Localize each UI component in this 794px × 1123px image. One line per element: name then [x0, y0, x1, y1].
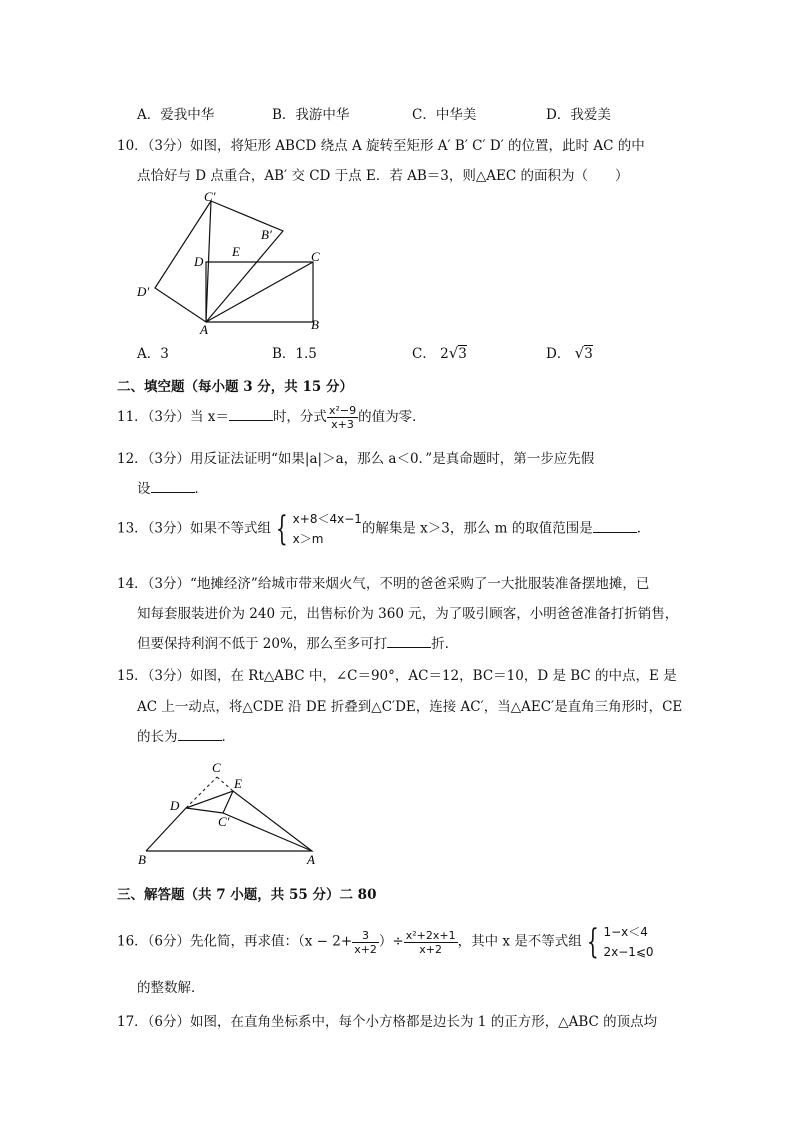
q15-label-e: E	[234, 776, 242, 791]
q16-system: 1−x＜4 2x−1⩽0	[603, 925, 654, 959]
q14-line3: 但要保持利润不低于 20%，那么至多可打 折．	[137, 636, 459, 652]
q10-line2: 点恰好与 D 点重合，AB′ 交 CD 于点 E．若 AB＝3，则△AEC 的面积为（ ）	[137, 168, 629, 184]
q10-option-b: B．1.5	[272, 346, 317, 362]
answer-blank	[229, 408, 273, 421]
q12-line2: 设 ．	[137, 481, 208, 497]
q15-figure	[130, 758, 330, 868]
q10-label-d: D	[194, 254, 204, 269]
q17-line1: 17．（6分）如图，在直角坐标系中，每个小方格都是边长为 1 的正方形，△ABC 的顶点均	[117, 1014, 658, 1030]
q16: 16．（6分）先化简，再求值：（x − 2+ $\frac{3}{x+2}$ ）÷ $\frac{\text{x²+2x+1}}{x+2}$ ，其中 x 是不等式组 { 1−x＜4 2x−1⩽0	[117, 922, 654, 962]
q16-line2: 的整数解．	[137, 980, 205, 996]
q10-label-b: B	[311, 317, 319, 332]
q10-label-c: C	[311, 249, 320, 264]
q15-label-a: A	[307, 852, 315, 867]
q9-option-d: D．我爱美	[546, 107, 611, 123]
q9-option-c: C．中华美	[412, 107, 477, 123]
q15-label-c-prime: C′	[218, 814, 230, 829]
q15-line1: 15．（3分）如图，在 Rt△ABC 中，∠C＝90°，AC＝12，BC＝10，D 是 BC 的中点，E 是	[117, 668, 677, 684]
q9-option-b: B．我游中华	[272, 107, 350, 123]
q10-label-c-prime: C′	[204, 189, 216, 204]
q10-label-b-prime: B′	[261, 227, 272, 242]
q10-line1: 10．（3分）如图，将矩形 ABCD 绕点 A 旋转至矩形 A′ B′ C′ D′ 的位置，此时 AC 的中	[117, 138, 645, 154]
q13-system: x+8＜4x−1 x＞m	[292, 512, 362, 546]
q10-label-e: E	[232, 244, 240, 259]
q14-line1: 14．（3分）“地摊经济”给城市带来烟火气，不明的爸爸采购了一大批服装准备摆地摊，已	[117, 576, 650, 592]
answer-blank	[151, 480, 195, 493]
q10-label-d-prime: D′	[137, 284, 150, 299]
q15-label-c: C	[212, 760, 221, 775]
brace: {	[586, 922, 599, 962]
brace: {	[275, 509, 288, 549]
q13: 13．（3分）如果不等式组 { x+8＜4x−1 x＞m 的解集是 x＞3，那么 m 的取值范围是 ．	[117, 509, 651, 549]
answer-blank	[178, 728, 222, 741]
q14-line2: 知每套服装进价为 240 元，出售标价为 360 元，为了吸引顾客，小明爸爸准备打折销售，	[137, 606, 679, 622]
answer-blank	[593, 520, 637, 533]
answer-blank	[387, 635, 431, 648]
section-2-title: 二、填空题（每小题 3 分，共 15 分）	[117, 379, 353, 395]
q15-line2: AC 上一动点，将△CDE 沿 DE 折叠到△C′DE，连接 AC′，当△AEC′是直角三角形时，CE	[137, 699, 683, 715]
q16-fraction-1: $\frac{3}{x+2}$	[354, 928, 377, 956]
q10-option-a: A．3	[137, 346, 169, 362]
q11: 11．（3分）当 x＝ 时，分式 $\frac{\text{x²−9}}{x+3}$ 的值为零．	[117, 404, 426, 431]
q10-option-d: D． √3	[546, 344, 593, 362]
q15-label-b: B	[138, 852, 146, 867]
section-3-title: 三、解答题（共 7 小题，共 55 分）二 80	[117, 887, 377, 903]
q10-option-c-radicand: 3	[458, 346, 467, 362]
q15-label-d: D	[170, 798, 180, 813]
q11-fraction: $\frac{\text{x²−9}}{x+3}$	[328, 404, 357, 431]
q10-option-c-coef: 2	[440, 346, 449, 362]
q10-label-a: A	[200, 322, 208, 337]
q15-line3: 的长为 ．	[137, 729, 235, 745]
q9-option-a: A．爱我中华	[137, 107, 215, 123]
q16-fraction-2: $\frac{\text{x²+2x+1}}{x+2}$	[405, 928, 456, 956]
q10-option-d-radicand: 3	[584, 346, 593, 362]
q10-figure	[130, 188, 330, 338]
sqrt-symbol: √	[574, 344, 585, 362]
sqrt-symbol: √	[448, 344, 459, 362]
q12-line1: 12．（3分）用反证法证明“如果|a|＞a，那么 a＜0．”是真命题时，第一步应先假	[117, 451, 595, 467]
q10-option-c: C． 2√3	[412, 344, 467, 362]
